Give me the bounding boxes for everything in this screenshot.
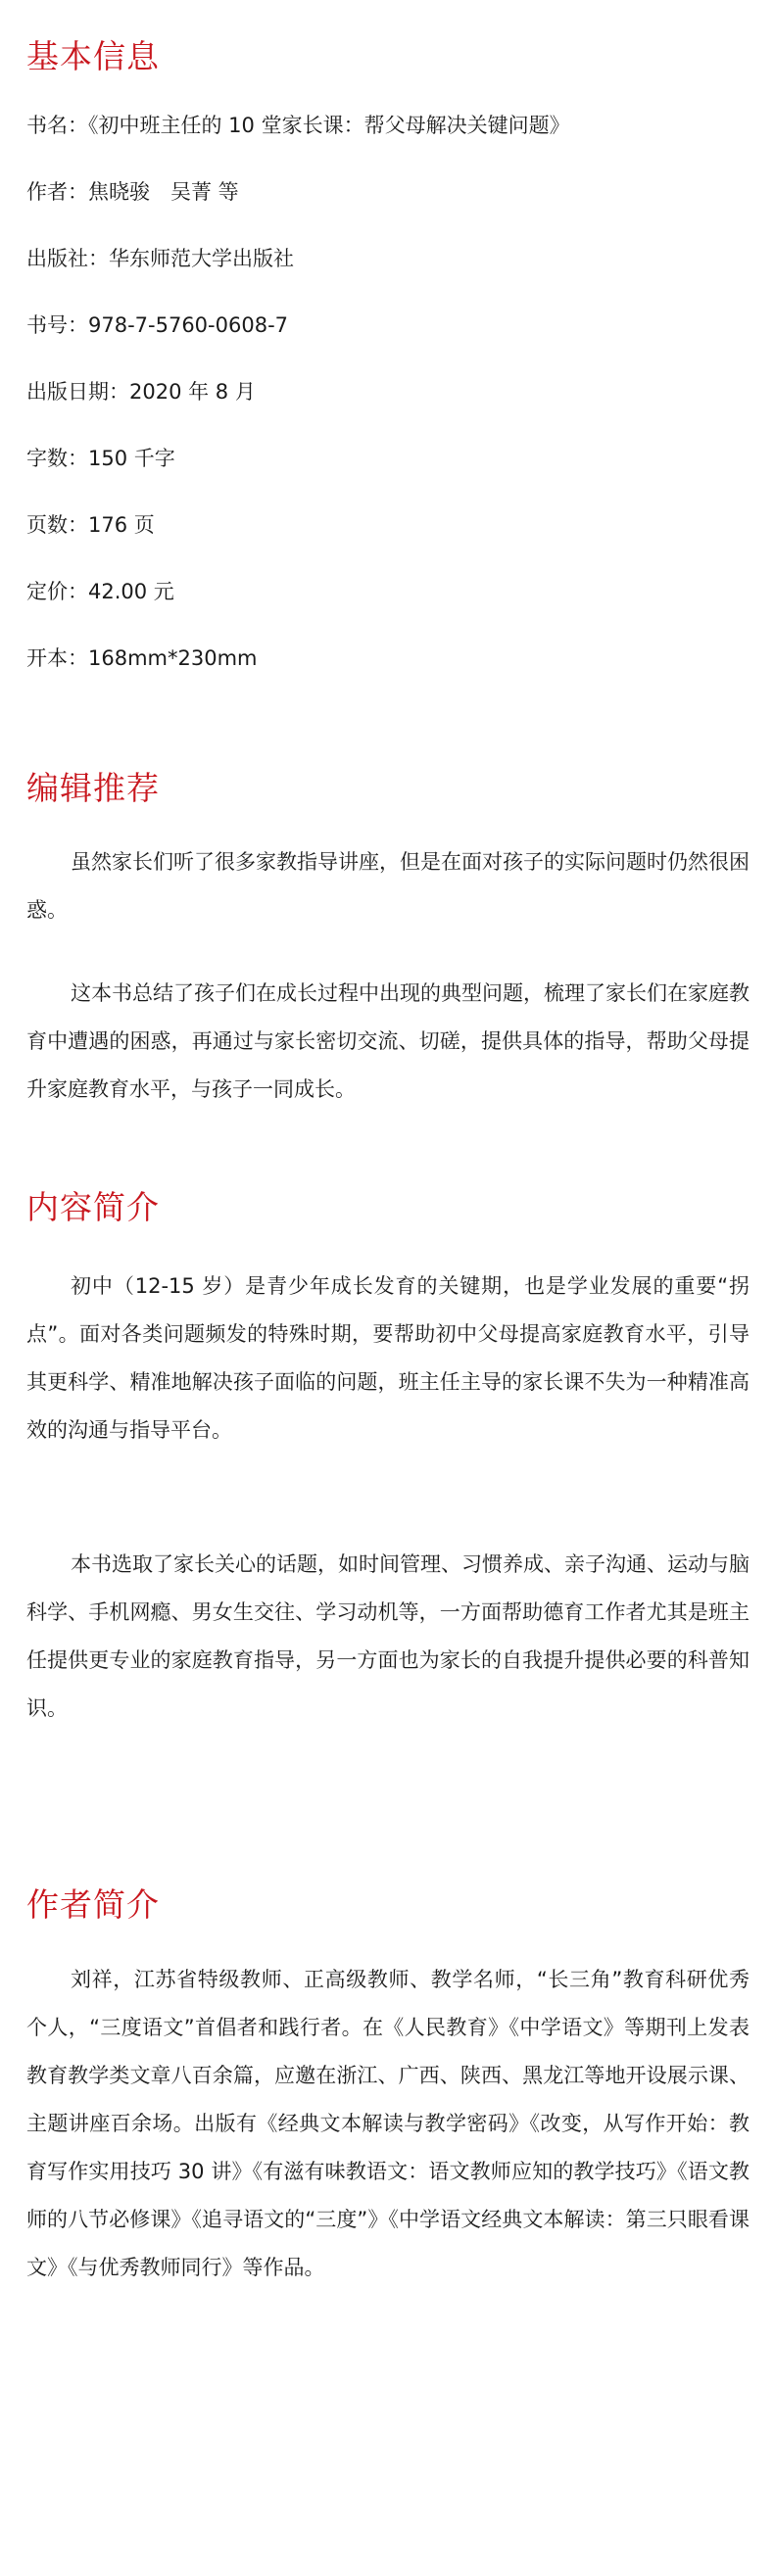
book-word-count: 字数：150 千字 [26, 447, 175, 470]
author-intro-paragraph: 刘祥，江苏省特级教师、正高级教师、教学名师，“长三角”教育科研优秀个人，“三度语文”首倡者和践行者。在《人民教育》《中学语文》等期刊上发表教育教学类文章八百余篇，应邀在浙江、广西、陕西、黑龙江等地开设展示课、主题讲座百余场。出版有《经典文本解读与教学密码》《改变，从写作开始：教育写作实用技巧 30 讲》《有滋有味教语文：语文教师应知的教学技巧》《语文教师的八节必修课》《追寻语文的“三度”》《中学语文经典文本解读：第三只眼看课文》《与优秀教师同行》等作品。 [26, 1968, 750, 2279]
book-format: 开本：168mm*230mm [26, 646, 258, 670]
editor-recommendation-paragraph: 虽然家长们听了很多家教指导讲座，但是在面对孩子的实际问题时仍然很困惑。 [26, 850, 750, 922]
content-summary-heading: 内容简介 [26, 1188, 160, 1226]
editor-recommendation-heading: 编辑推荐 [26, 769, 160, 807]
content-summary-paragraph: 本书选取了家长关心的话题，如时间管理、习惯养成、亲子沟通、运动与脑科学、手机网瘾、男女生交往、学习动机等，一方面帮助德育工作者尤其是班主任提供更专业的家庭教育指导，另一方面也为家长的自我提升提供必要的科普知识。 [26, 1552, 750, 1720]
basic-info-heading: 基本信息 [26, 37, 160, 75]
author-intro-heading: 作者简介 [26, 1885, 160, 1924]
book-page-count: 页数：176 页 [26, 513, 155, 537]
book-publisher: 出版社：华东师范大学出版社 [26, 247, 294, 270]
book-isbn: 书号：978-7-5760-0608-7 [26, 313, 289, 337]
book-name: 书名：《初中班主任的 10 堂家长课：帮父母解决关键问题》 [26, 114, 570, 137]
book-authors: 作者：焦晓骏 吴菁 等 [26, 180, 239, 204]
book-pub-date: 出版日期：2020 年 8 月 [26, 380, 256, 404]
content-summary-paragraph: 初中（12-15 岁）是青少年成长发育的关键期，也是学业发展的重要“拐点”。面对各类问题频发的特殊时期，要帮助初中父母提高家庭教育水平，引导其更科学、精准地解决孩子面临的问题，班主任主导的家长课不失为一种精准高效的沟通与指导平台。 [26, 1274, 750, 1442]
editor-recommendation-paragraph: 这本书总结了孩子们在成长过程中出现的典型问题，梳理了家长们在家庭教育中遭遇的困惑，再通过与家长密切交流、切磋，提供具体的指导，帮助父母提升家庭教育水平，与孩子一同成长。 [26, 981, 750, 1101]
book-price: 定价：42.00 元 [26, 580, 174, 603]
